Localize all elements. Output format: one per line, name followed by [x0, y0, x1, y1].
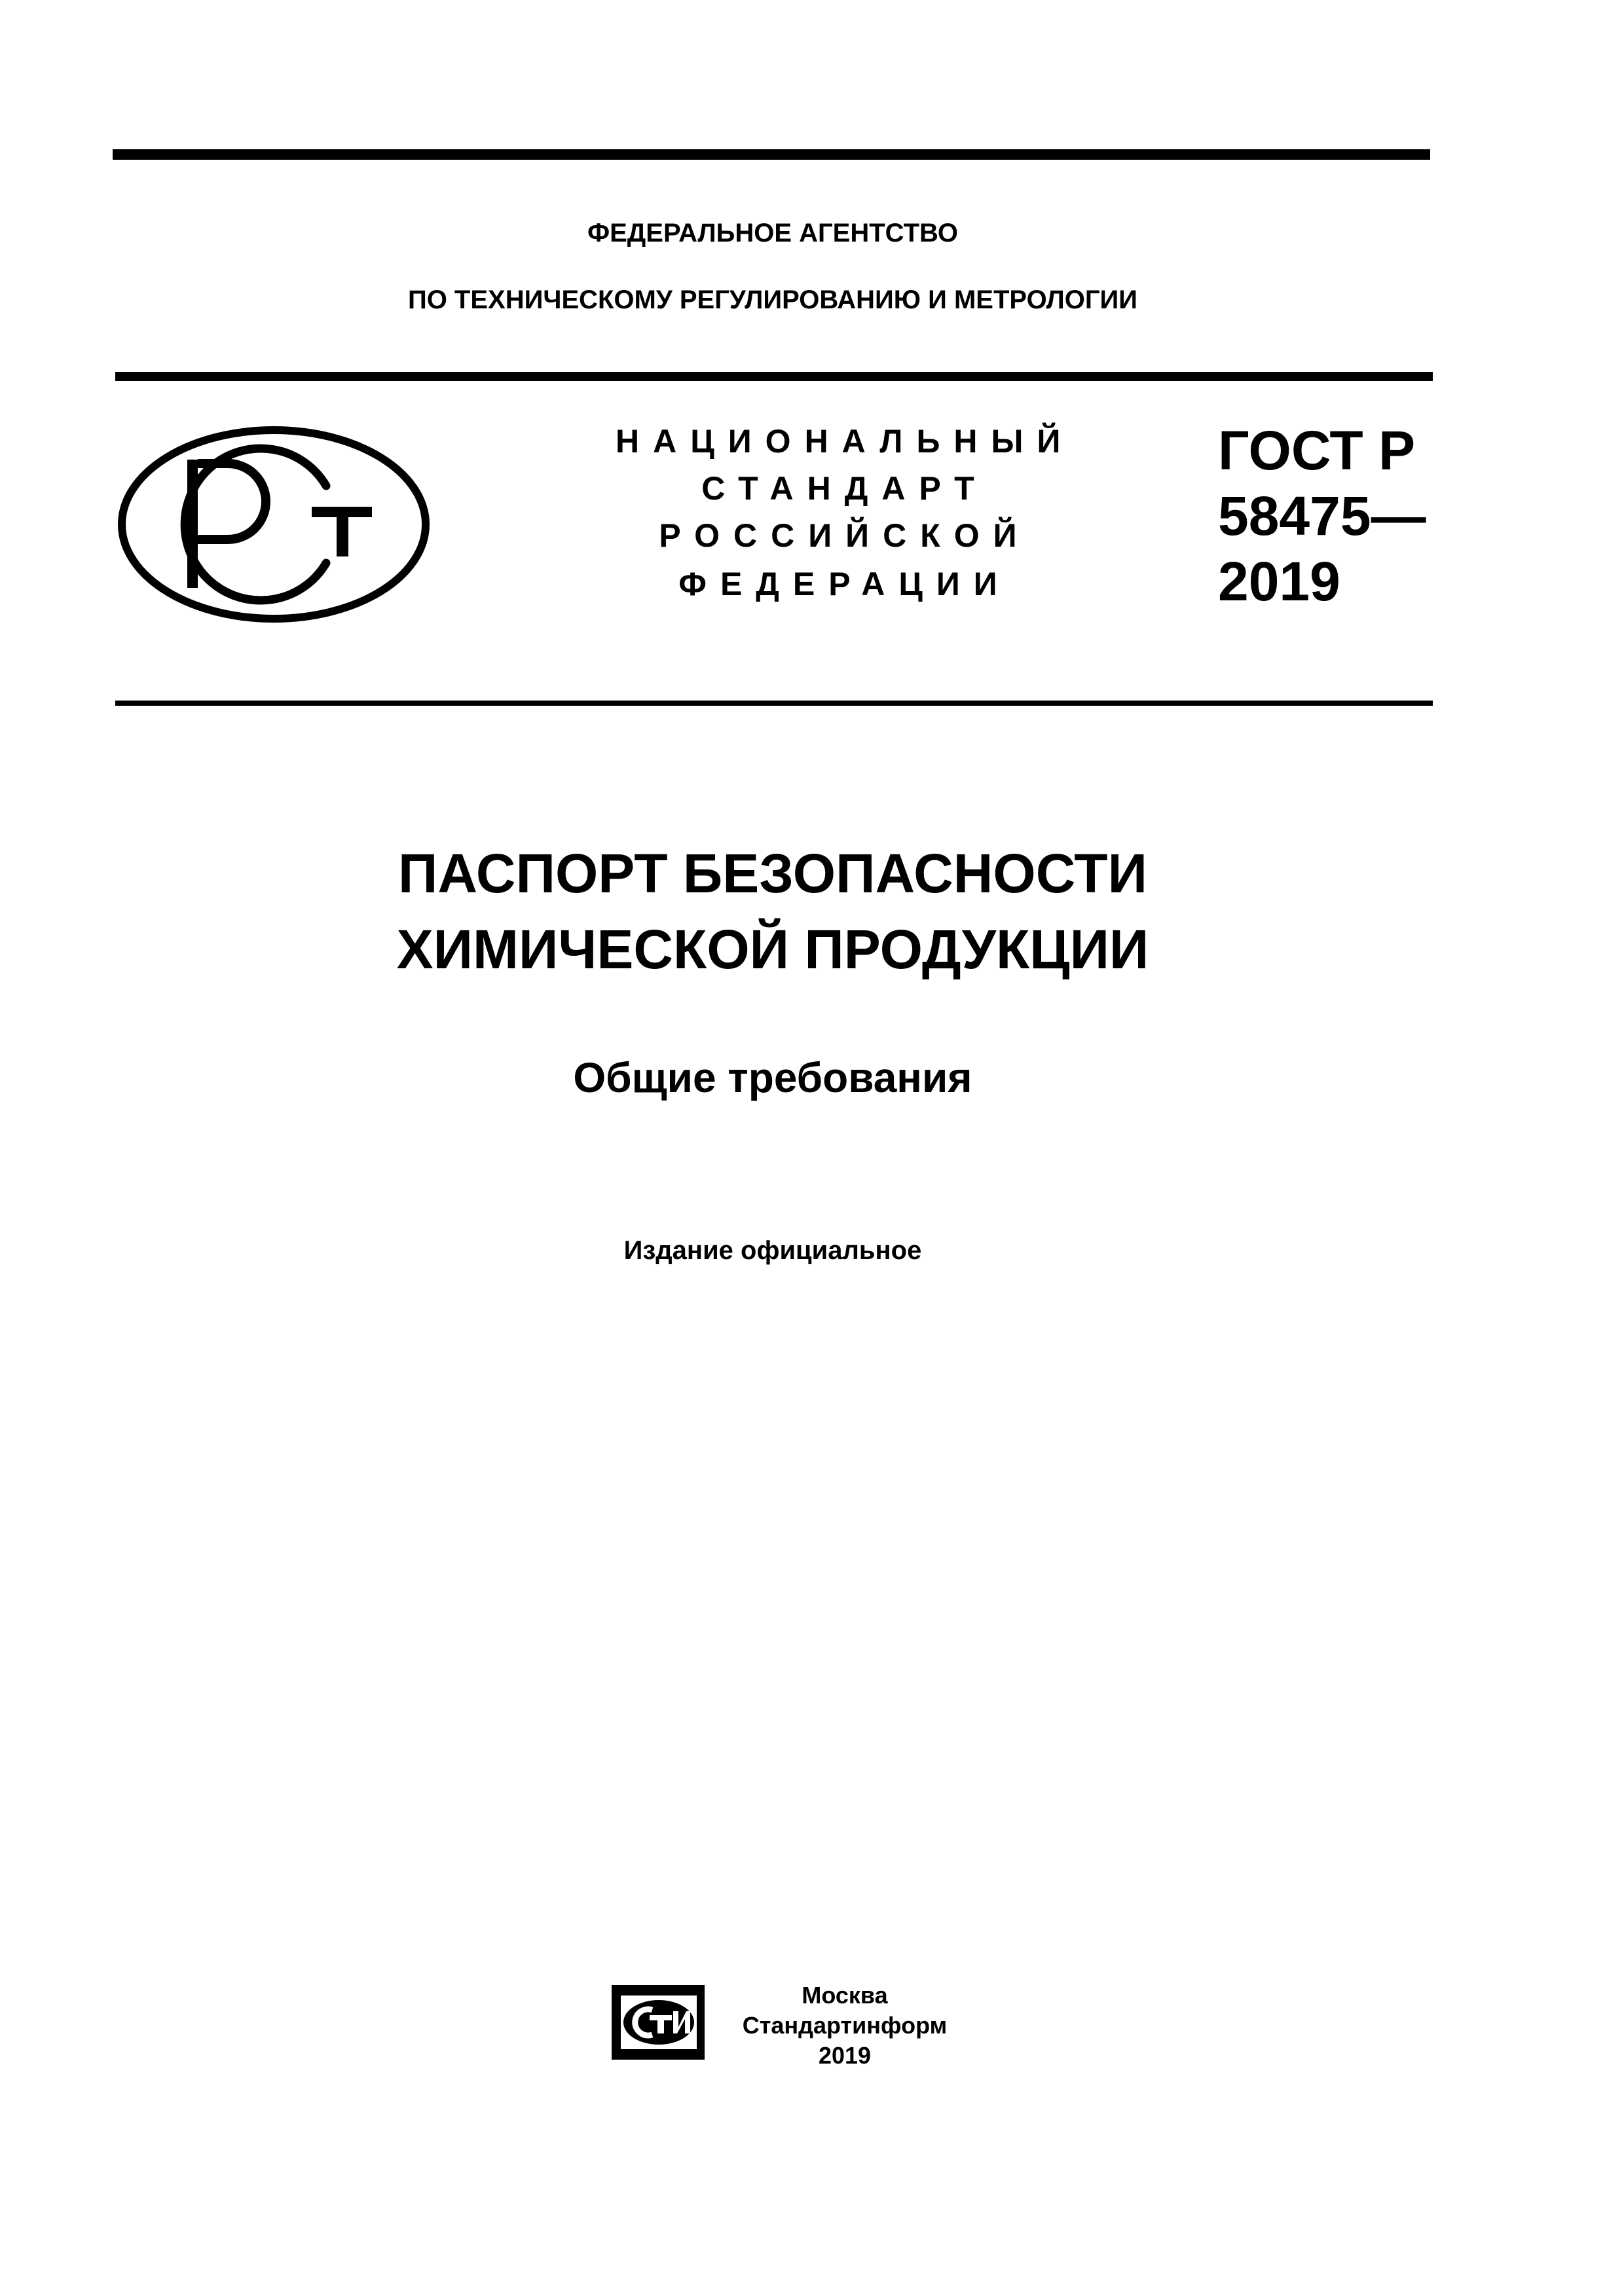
national-standard-line-2: СТАНДАРТ: [701, 470, 988, 507]
gost-designation-line-1: ГОСТ Р: [1218, 420, 1416, 481]
national-standard-line-1: НАЦИОНАЛЬНЫЙ: [616, 423, 1075, 460]
document-title-line-1: ПАСПОРТ БЕЗОПАСНОСТИ: [397, 843, 1147, 904]
publisher-name: Стандартинформ: [742, 2012, 948, 2039]
standartinform-logo-icon: [609, 1981, 707, 2064]
top-rule: [113, 149, 1430, 160]
document-subtitle: Общие требования: [573, 1054, 972, 1101]
publisher-year: 2019: [818, 2042, 872, 2069]
agency-line-2: ПО ТЕХНИЧЕСКОМУ РЕГУЛИРОВАНИЮ И МЕТРОЛОГИИ: [407, 285, 1138, 314]
gost-designation-line-2: 58475—: [1218, 485, 1426, 547]
publisher-city: Москва: [802, 1982, 888, 2009]
national-standard-line-4: ФЕДЕРАЦИИ: [678, 566, 1011, 602]
header-rule: [115, 372, 1433, 381]
document-title-line-2: ХИМИЧЕСКОЙ ПРОДУКЦИИ: [396, 919, 1149, 980]
national-standard-line-3: РОССИЙСКОЙ: [659, 517, 1031, 554]
gost-designation-line-3: 2019: [1218, 551, 1340, 612]
official-edition-label: Издание официальное: [623, 1236, 922, 1265]
rst-emblem-icon: [115, 423, 432, 626]
block-rule: [115, 701, 1433, 706]
agency-line-1: ФЕДЕРАЛЬНОЕ АГЕНТСТВО: [587, 219, 959, 247]
